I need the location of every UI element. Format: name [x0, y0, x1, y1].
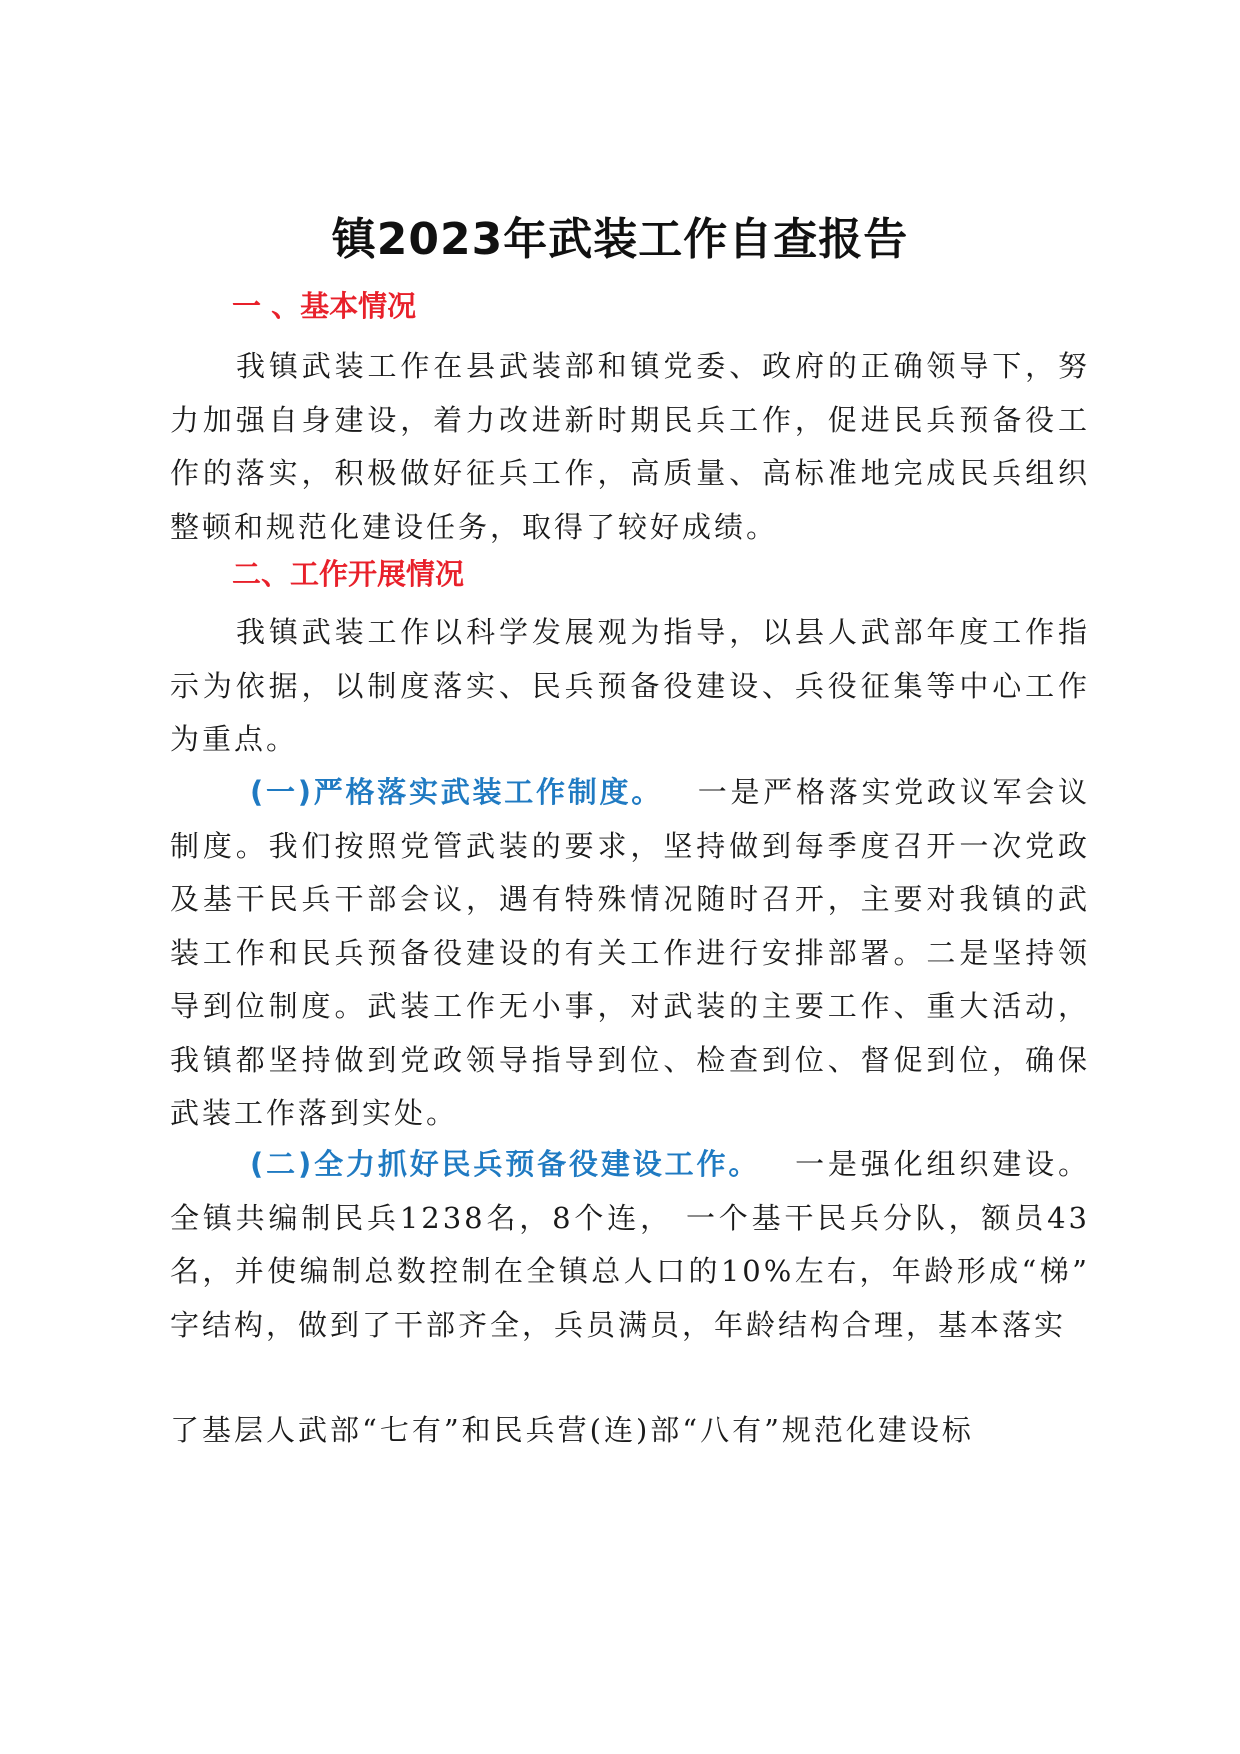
section-paragraph-basic: 我镇武装工作在县武装部和镇党委、政府的正确领导下，努力加强自身建设，着力改进新时期民兵工作，促进民兵预备役工作的落实，积极做好征兵工作，高质量、高标准地完成民兵组织整顿和规范化建设任务，取得了较好成绩。 — [170, 349, 1090, 544]
subsection-system — [170, 766, 1090, 1141]
subsection-text-militia: 一是强化组织建设。全镇共编制民兵1238名，8个连， 一个基干民兵分队，额员43 名，并使编制总数控制在全镇总人口的10%左右，年龄形成“梯” 字结构，做到了干部齐全，兵员满员，年龄结构合理，基本落实 — [170, 1147, 1090, 1342]
subsection-heading-system: (一)严格落实武装工作制度。 — [250, 775, 663, 809]
paragraph-continuation: 了基层人武部“七有”和民兵营(连)部“八有”规范化建设标 — [170, 1413, 974, 1447]
subsection-text-system: 一是严格落实党政议军会议制度。我们按照党管武装的要求，坚持做到每季度召开一次党政及基干民兵干部会议，遇有特殊情况随时召开，主要对我镇的武装工作和民兵预备役建设的有关工作进行安排部署。二是坚持领导到位制度。武装工作无小事，对武装的主要工作、重大活动，我镇都坚持做到党政领导指导到位、检查到位、督促到位，确保武装工作落到实处。 — [170, 775, 1090, 1130]
document-title: 镇2023年武装工作自查报告 — [331, 214, 909, 265]
subsection-militia — [170, 1138, 1090, 1352]
section-heading-basic: 一 、基本情况 — [232, 289, 417, 323]
subsection-heading-militia: (二)全力抓好民兵预备役建设工作。 — [250, 1147, 761, 1181]
section-heading-work: 二、工作开展情况 — [232, 557, 465, 591]
section-paragraph-work: 我镇武装工作以科学发展观为指导，以县人武部年度工作指示为依据，以制度落实、民兵预备役建设、兵役征集等中心工作为重点。 — [170, 615, 1090, 756]
